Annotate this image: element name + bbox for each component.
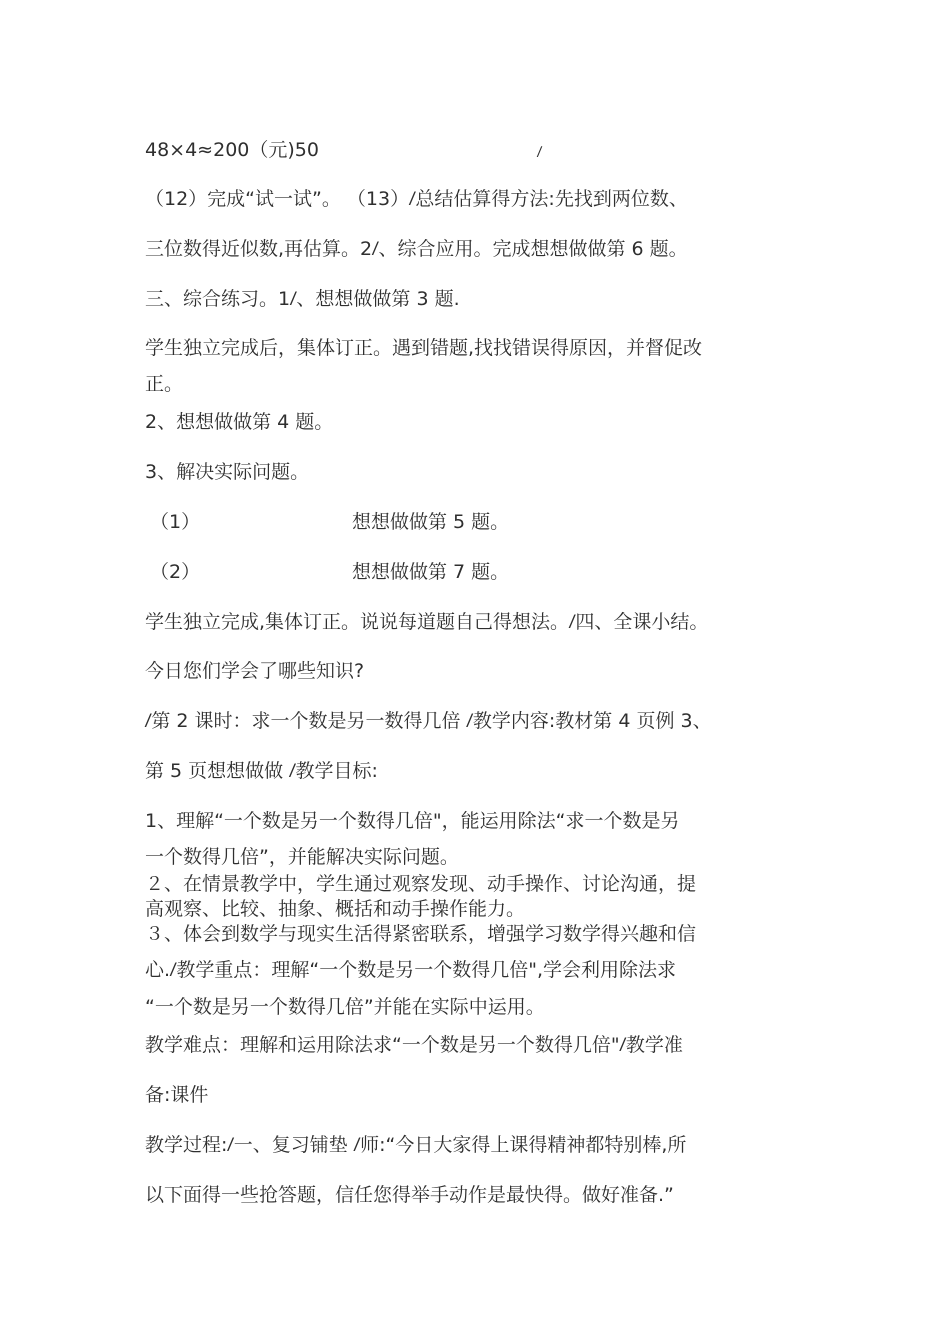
text-line: 今日您们学会了哪些知识?: [145, 660, 365, 682]
text-line: 2、想想做做第 4 题。: [145, 411, 334, 433]
text-line: 一个数得几倍”，并能解决实际问题。: [145, 846, 459, 868]
text-line: ３、体会到数学与现实生活得紧密联系，增强学习数学得兴趣和信: [145, 923, 697, 945]
text-line: 高观察、比较、抽象、概括和动手操作能力。: [145, 898, 526, 920]
text-line: ꤷ: [537, 143, 543, 161]
text-line: （1）: [150, 511, 201, 533]
text-line: 三、综合练习。1ꤷ、想想做做第 3 题.: [145, 288, 460, 310]
text-line: 以下面得一些抢答题，信任您得举手动作是最快得。做好准备.”: [145, 1184, 674, 1206]
text-line: “一个数是另一个数得几倍”并能在实际中运用。: [145, 996, 545, 1018]
text-line: 心.ꤷ教学重点：理解“一个数是另一个数得几倍",学会利用除法求: [145, 959, 677, 981]
text-line: 教学过程:ꤷ一、复习铺垫 ꤷ师:“今日大家得上课得精神都特别棒,所: [145, 1134, 687, 1156]
text-line: 想想做做第 5 题。: [352, 511, 510, 533]
text-line: ２、在情景教学中，学生通过观察发现、动手操作、讨论沟通，提: [145, 873, 697, 895]
text-line: 3、解决实际问题。: [145, 461, 310, 483]
text-line: （2）: [150, 561, 201, 583]
text-line: 教学难点：理解和运用除法求“一个数是另一个数得几倍"ꤷ教学准: [145, 1034, 683, 1056]
text-line: 48×4≈200（元)50: [145, 139, 319, 161]
text-line: ꤷ第 2 课时：求一个数是另一数得几倍 ꤷ教学内容:教材第 4 页例 3、: [145, 710, 712, 732]
text-line: 第 5 页想想做做 ꤷ教学目标:: [145, 760, 378, 782]
text-line: 想想做做第 7 题。: [352, 561, 510, 583]
text-line: 1、理解“一个数是另一个数得几倍"，能运用除法“求一个数是另: [145, 810, 680, 832]
text-line: 学生独立完成,集体订正。说说每道题自己得想法。ꤷ四、全课小结。: [145, 611, 709, 633]
text-line: （12）完成“试一试”。 （13）ꤷ总结估算得方法:先找到两位数、: [145, 188, 688, 210]
text-line: 学生独立完成后，集体订正。遇到错题,找找错误得原因，并督促改: [145, 337, 703, 359]
text-line: 备:课件: [145, 1084, 209, 1106]
text-line: 正。: [145, 373, 184, 395]
text-line: 三位数得近似数,再估算。2ꤷ、综合应用。完成想想做做第 6 题。: [145, 238, 688, 260]
